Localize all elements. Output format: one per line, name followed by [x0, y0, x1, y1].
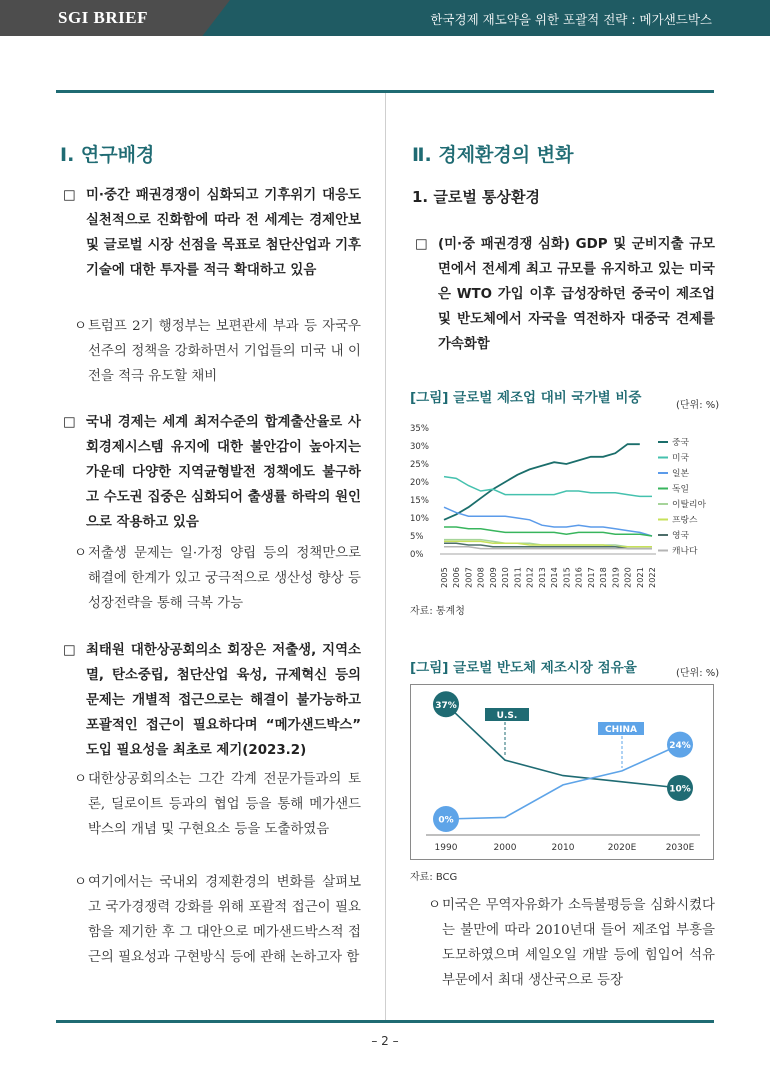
paragraph-left-5	[63, 638, 361, 763]
x-tick-label: 2019	[610, 567, 621, 588]
figure2-source: 자료: BCG	[410, 872, 458, 883]
series-tag-label: U.S.	[496, 711, 518, 721]
figure1-unit: (단위: %)	[676, 400, 720, 411]
x-tick-label: 2008	[475, 567, 486, 588]
x-tick-label: 2009	[487, 567, 498, 588]
paragraph-left-7	[74, 870, 361, 970]
data-label: 24%	[669, 741, 691, 752]
paragraph-text: (미·중 패권경쟁 심화) GDP 및 군비지출 규모면에서 전세계 최고 규모를 유지하고 있는 미국은 WTO 가입 이후 급성장하던 중국이 제조업 및 반도체에서 자국을 역전하자 대중국 견제를 가속화함	[438, 237, 715, 352]
legend-label: 프랑스	[672, 515, 698, 526]
y-tick-label: 5%	[410, 532, 424, 542]
legend-label: 영국	[672, 531, 689, 541]
x-tick-label: 2000	[493, 843, 517, 853]
x-tick-label: 2017	[585, 567, 596, 588]
bottom-rule	[56, 1020, 714, 1023]
data-label: 37%	[435, 700, 457, 711]
data-label: 10%	[669, 784, 691, 795]
bullet-square: □	[415, 237, 428, 252]
bullet-circle: ㅇ	[74, 772, 87, 787]
y-tick-label: 15%	[410, 496, 429, 506]
figure1-title: [그림] 글로벌 제조업 대비 국가별 비중	[410, 390, 642, 406]
document-title: 한국경제 재도약을 위한 포괄적 전략 : 메가샌드박스	[430, 12, 712, 27]
x-tick-label: 2016	[573, 567, 584, 588]
header-bar	[0, 0, 770, 36]
bullet-circle: ㅇ	[74, 875, 87, 890]
x-tick-label: 2020	[622, 567, 633, 588]
x-tick-label: 2015	[561, 567, 572, 588]
x-tick-label: 2011	[512, 567, 523, 588]
paragraph-text: 트럼프 2기 행정부는 보편관세 부과 등 자국우선주의 정책을 강화하면서 기업들의 미국 내 이전을 적극 유도할 채비	[88, 319, 361, 384]
bullet-circle: ㅇ	[74, 319, 87, 334]
x-tick-label: 2007	[463, 567, 474, 588]
series-line-독일	[444, 527, 652, 536]
series-line-미국	[444, 477, 652, 497]
bullet-square: □	[63, 188, 76, 203]
legend-label: 이탈리아	[672, 500, 706, 510]
paragraph-left-2	[74, 314, 361, 389]
y-tick-label: 10%	[410, 514, 429, 524]
paragraph-right-1	[415, 232, 715, 357]
bullet-circle: ㅇ	[74, 546, 87, 561]
paragraph-text: 여기에서는 국내외 경제환경의 변화를 살펴보고 국가경쟁력 강화를 위해 포괄적 접근이 필요함을 제기한 후 그 대안으로 메가샌드박스적 접근의 필요성과 구현방식 등에 관해 논하고자 함	[88, 875, 361, 965]
y-tick-label: 25%	[410, 460, 429, 470]
x-tick-label: 2012	[524, 567, 535, 588]
paragraph-right-2	[428, 893, 715, 993]
x-tick-label: 2014	[549, 567, 560, 588]
figure2-unit: (단위: %)	[676, 668, 720, 679]
y-tick-label: 35%	[410, 424, 429, 434]
y-tick-label: 0%	[410, 550, 424, 560]
bullet-circle: ㅇ	[428, 898, 441, 913]
paragraph-left-4	[74, 541, 361, 616]
semiconductor-share-chart	[410, 684, 714, 860]
section-title-environment: Ⅱ. 경제환경의 변화	[412, 144, 574, 166]
brand-logo: SGI BRIEF	[58, 8, 148, 27]
y-tick-label: 20%	[410, 478, 429, 488]
bullet-square: □	[63, 643, 76, 658]
x-tick-label: 2006	[451, 567, 462, 588]
paragraph-text: 미·중간 패권경쟁이 심화되고 기후위기 대응도 실천적으로 진화함에 따라 전 세계는 경제안보 및 글로벌 시장 선점을 목표로 첨단산업과 기후기술에 대한 투자를 적극 확대하고 있음	[86, 188, 361, 278]
figure2-title: [그림] 글로벌 반도체 제조시장 점유율	[410, 660, 637, 676]
data-label: 0%	[438, 815, 454, 826]
subsection-title: 1. 글로벌 통상환경	[412, 188, 541, 206]
x-tick-label: 2013	[536, 567, 547, 588]
section-title-background: Ⅰ. 연구배경	[60, 144, 155, 166]
manufacturing-share-chart	[406, 412, 716, 598]
paragraph-text: 국내 경제는 세계 최저수준의 합계출산율로 사회경제시스템 유지에 대한 불안감이 높아지는 가운데 다양한 지역균형발전 정책에도 불구하고 수도권 집중은 심화되어 출생률 하락의 원인으로 작용하고 있음	[86, 415, 361, 530]
x-tick-label: 2020E	[607, 843, 637, 853]
series-tag-label: CHINA	[605, 725, 637, 735]
legend-label: 캐나다	[672, 546, 698, 557]
paragraph-text: 대한상공회의소는 그간 각계 전문가들과의 토론, 딜로이트 등과의 협업 등을 통해 메가샌드박스의 개념 및 구현요소 등을 도출하였음	[88, 772, 361, 837]
legend-label: 중국	[672, 438, 689, 448]
x-tick-label: 2005	[439, 567, 449, 588]
bullet-square: □	[63, 415, 76, 430]
paragraph-left-6	[74, 767, 361, 842]
legend-label: 독일	[672, 484, 689, 495]
legend-label: 미국	[672, 453, 689, 464]
paragraph-text: 저출생 문제는 일·가정 양립 등의 정책만으로 해결에 한계가 있고 궁극적으로 생산성 향상 등 성장전략을 통해 극복 가능	[88, 546, 361, 611]
paragraph-left-1	[63, 183, 361, 283]
x-tick-label: 2021	[634, 567, 645, 588]
y-tick-label: 30%	[410, 442, 429, 452]
x-tick-label: 2030E	[665, 843, 695, 853]
page-number: – 2 –	[371, 1034, 399, 1048]
paragraph-text: 미국은 무역자유화가 소득불평등을 심화시켰다는 불만에 따라 2010년대 들어 제조업 부흥을 도모하였으며 셰일오일 개발 등에 힘입어 석유부문에서 최대 생산국으로 등장	[442, 898, 715, 988]
series-line-중국	[444, 444, 640, 520]
x-tick-label: 2018	[598, 567, 609, 588]
column-divider	[385, 93, 386, 1020]
x-tick-label: 2010	[551, 843, 575, 853]
x-tick-label: 2022	[647, 567, 657, 588]
legend-label: 일본	[672, 469, 689, 479]
x-tick-label: 2010	[500, 567, 511, 588]
paragraph-left-3	[63, 410, 361, 535]
figure1-source: 자료: 통계청	[410, 606, 465, 617]
x-tick-label: 1990	[434, 843, 458, 853]
paragraph-text: 최태원 대한상공회의소 회장은 저출생, 지역소멸, 탄소중립, 첨단산업 육성, 규제혁신 등의 문제는 개별적 접근으로는 해결이 불가능하고 포괄적인 접근이 필요하다며 “메가샌드박스” 도입 필요성을 최초로 제기(2023.2)	[86, 643, 361, 758]
